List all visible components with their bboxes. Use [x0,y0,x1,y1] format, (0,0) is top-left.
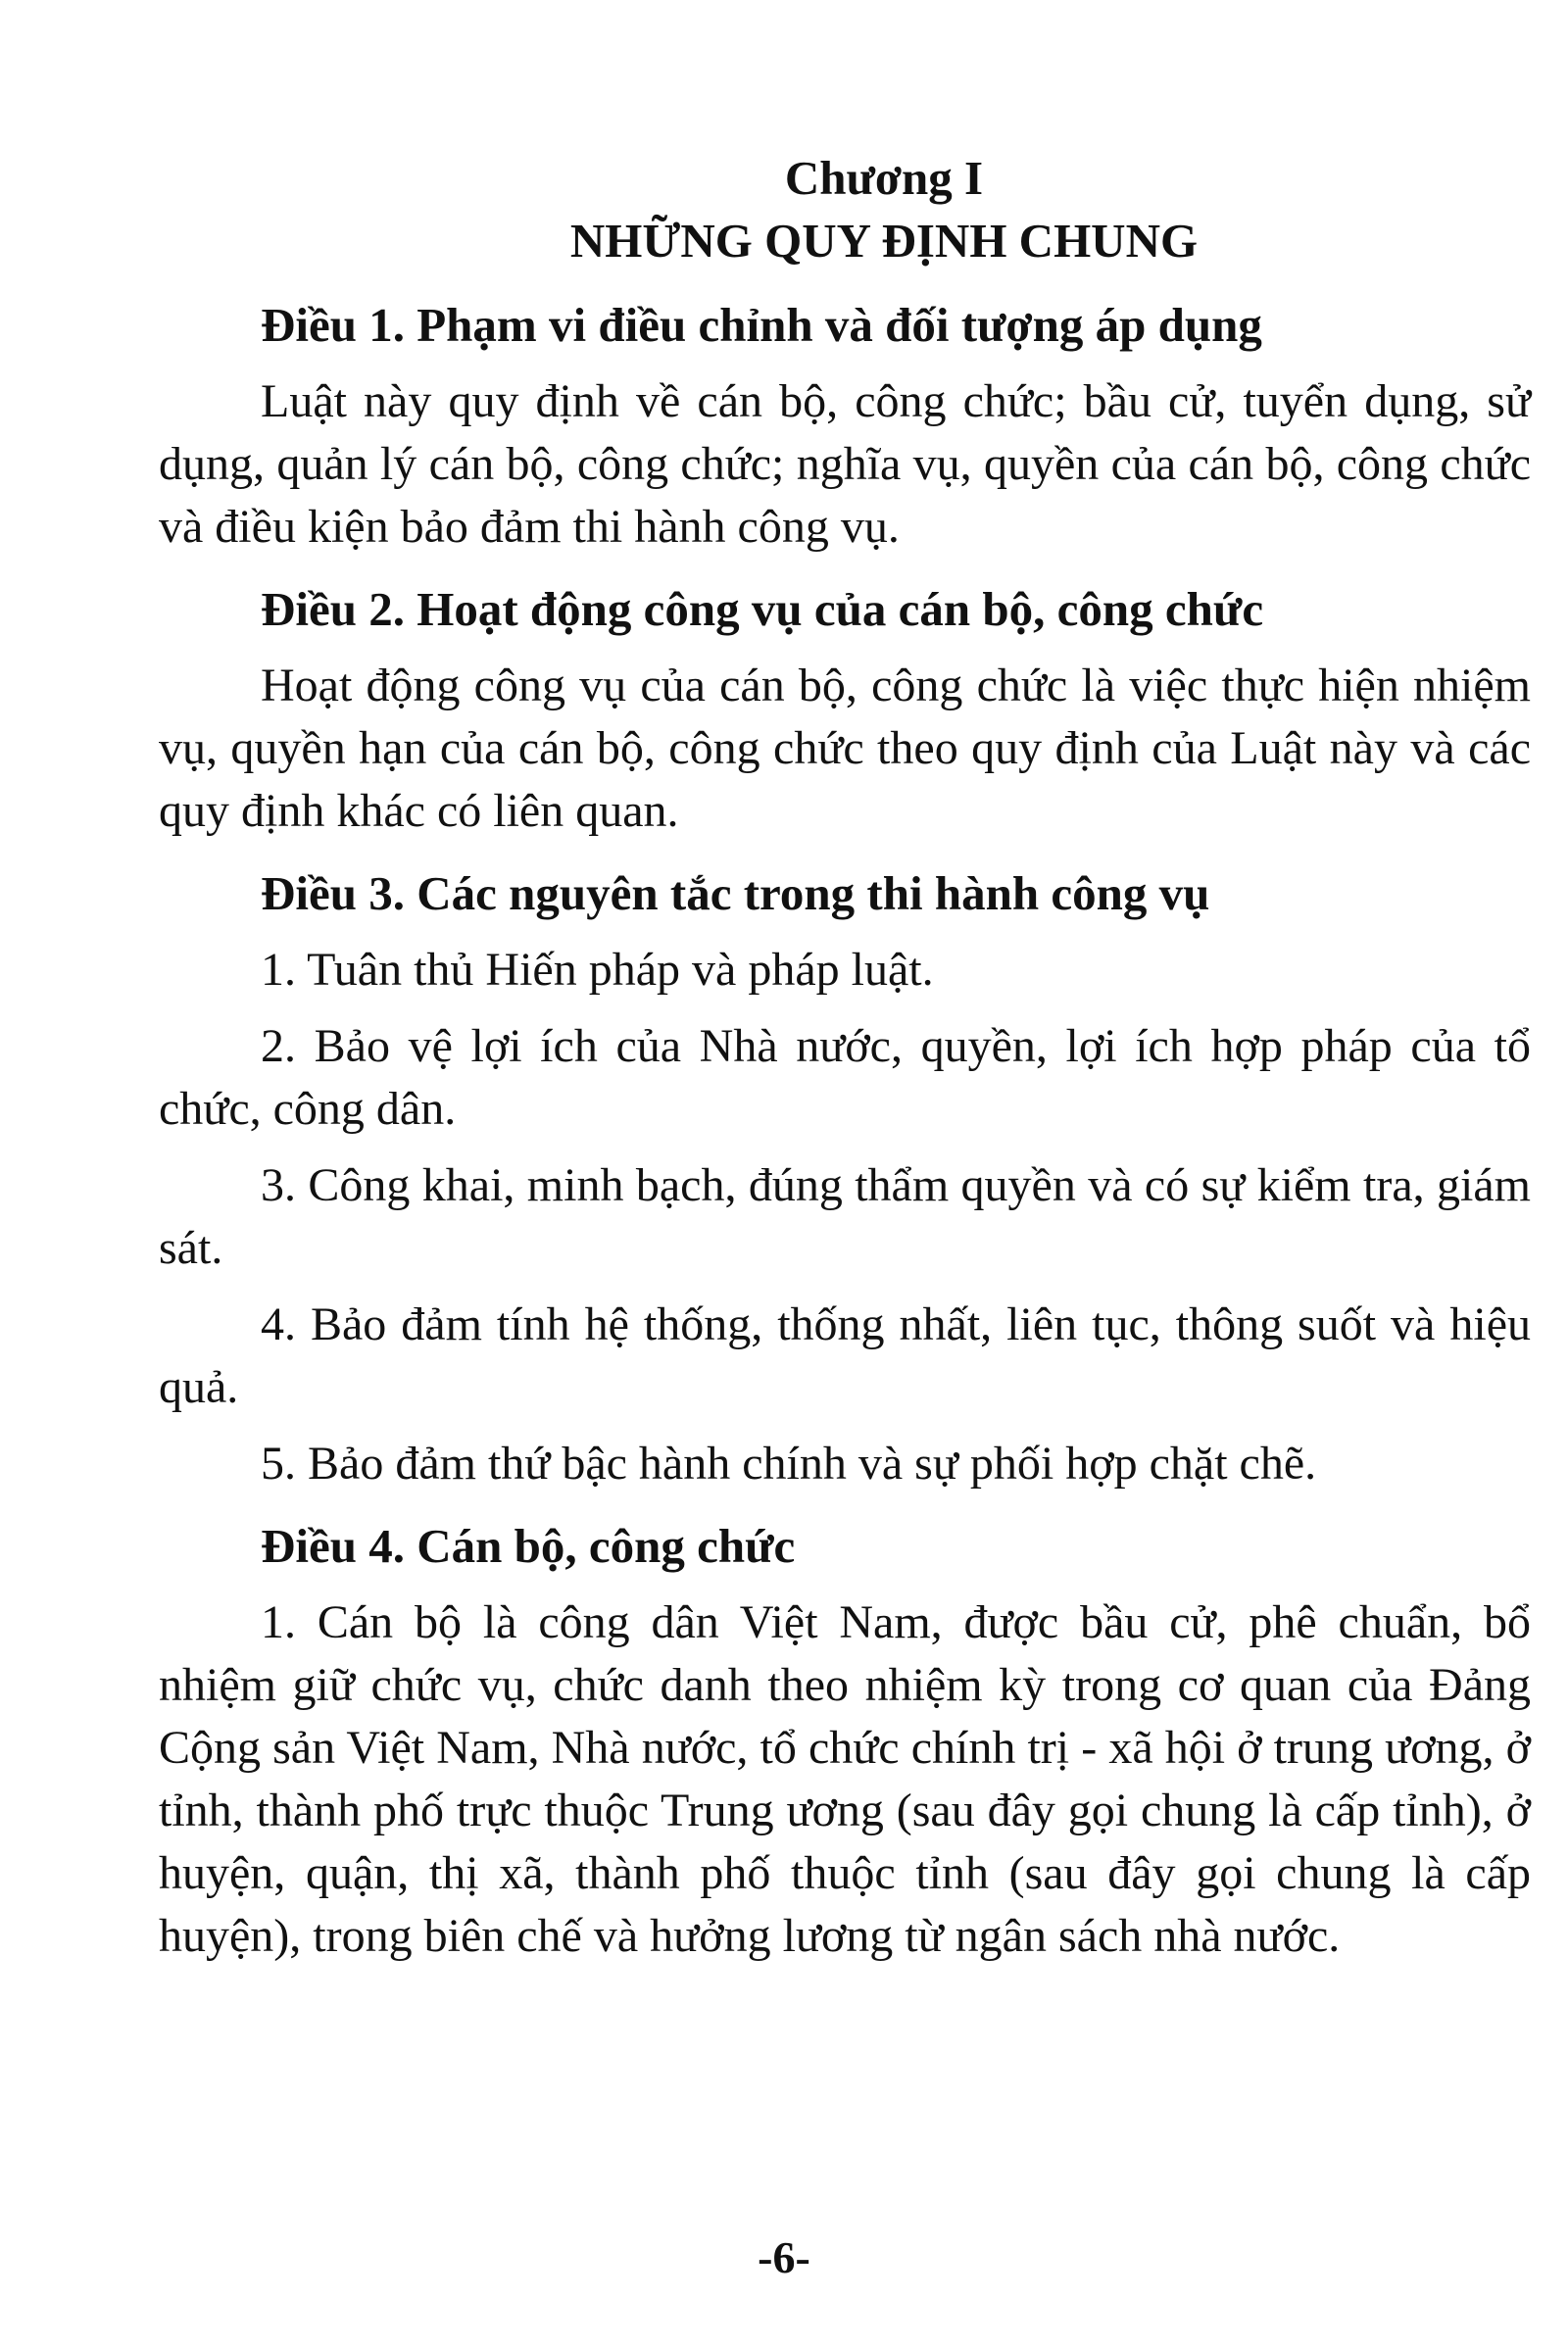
article-heading: Điều 2. Hoạt động công vụ của cán bộ, công chức [261,582,1264,636]
article-4 [159,1515,1531,1968]
document-page [159,147,1531,1968]
chapter-label: Chương I [784,151,984,205]
article-heading: Điều 3. Các nguyên tắc trong thi hành công vụ [261,866,1210,920]
article-2 [159,578,1531,843]
article-3 [159,862,1531,1495]
article-1 [159,294,1531,559]
article-paragraph: Hoạt động công vụ của cán bộ, công chức là việc thực hiện nhiệm vụ, quyền hạn của cán bộ, công chức theo quy định của Luật này và các quy định khác có liên quan. [159,660,1531,837]
article-paragraph: 1. Tuân thủ Hiến pháp và pháp luật. [261,944,934,996]
article-paragraph: 5. Bảo đảm thứ bậc hành chính và sự phối hợp chặt chẽ. [261,1438,1317,1490]
article-heading: Điều 4. Cán bộ, công chức [261,1519,796,1573]
article-paragraph: 3. Công khai, minh bạch, đúng thẩm quyền và có sự kiểm tra, giám sát. [159,1159,1531,1274]
article-paragraph: 1. Cán bộ là công dân Việt Nam, được bầu cử, phê chuẩn, bổ nhiệm giữ chức vụ, chức danh theo nhiệm kỳ trong cơ quan của Đảng Cộng sản Việt Nam, Nhà nước, tổ chức chính trị - xã hội ở trung ương, ở tỉnh, thành phố trực thuộc Trung ương (sau đây gọi chung là cấp tỉnh), ở huyện, quận, thị xã, thành phố thuộc tỉnh (sau đây gọi chung là cấp huyện), trong biên chế và hưởng lương từ ngân sách nhà nước. [159,1596,1531,1962]
chapter-title: NHỮNG QUY ĐỊNH CHUNG [569,214,1199,268]
page-number: -6- [758,2232,810,2282]
article-paragraph: 4. Bảo đảm tính hệ thống, thống nhất, liên tục, thông suốt và hiệu quả. [159,1298,1531,1413]
article-paragraph: Luật này quy định về cán bộ, công chức; bầu cử, tuyển dụng, sử dụng, quản lý cán bộ, công chức; nghĩa vụ, quyền của cán bộ, công chức và điều kiện bảo đảm thi hành công vụ. [159,375,1531,553]
article-heading: Điều 1. Phạm vi điều chỉnh và đối tượng áp dụng [261,298,1262,352]
article-paragraph: 2. Bảo vệ lợi ích của Nhà nước, quyền, lợi ích hợp pháp của tổ chức, công dân. [159,1020,1531,1135]
